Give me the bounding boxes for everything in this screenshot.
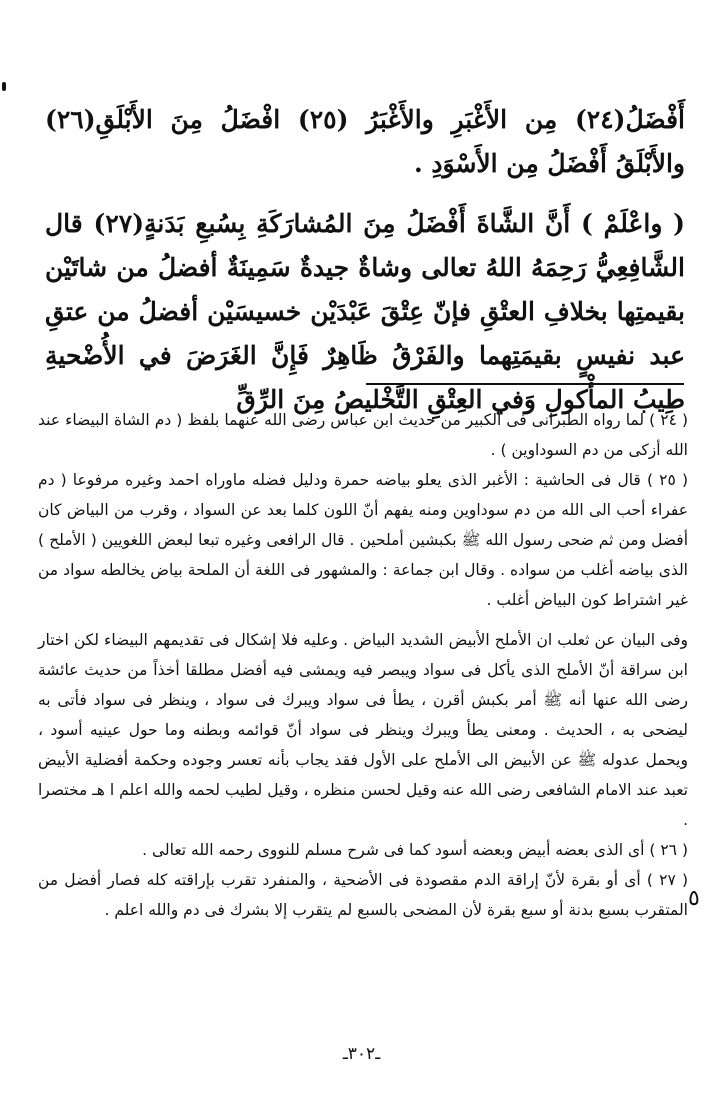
footnote-27: ( ٢٧ ) أى أو بقرة لأنّ إراقة الدم مقصودة فى الأضحية ، والمنفرد تقرب بإراقته كله فصار أفضل من المتقرب بسبع بدنة أو سبع بقرة لأن المضحى بالسبع لم يتقرب إلا بشرك فى دم والله اعلم . xyxy=(38,871,689,919)
footnote-divider xyxy=(366,383,684,385)
page-number: ـ٣٠٢ـ xyxy=(342,1044,381,1064)
footnote-26: ( ٢٦ ) أى الذى بعضه أبيض وبعضه أسود كما فى شرح مسلم للنووى رحمه الله تعالى . xyxy=(142,841,688,859)
footnote-25-continuation: وفى البيان عن ثعلب ان الأملح الأبيض الشديد البياض . وعليه فلا إشكال فى تقديمهم البيضاء لكن اختار ابن سراقة أنّ الأملح الذى يأكل فى سواد ويبصر فيه ويمشى فيه أفضل مطلقا أخذاً من حديث عائشة رضى الله عنها أنه ﷺ أمر بكبش أقرن ، يطأ فى سواد ويبرك فى سواد ، وينظر فى سواد فأتى به ليضحى به ، الحديث . ومعنى يطأ ويبرك وينظر فى سواد أنّ قوائمه وبطنه وما حول عينيه أسود ، ويحمل عدوله ﷺ عن الأبيض الى الأملح على الأول فقد يجاب بأنه تعسر وجوده وحكمة أفضلية الأبيض تعبد عند الامام الشافعى رضى الله عنه وقيل لحسن منظره ، وقيل لطيب لحمه والله اعلم ا هـ مختصرا . xyxy=(38,631,688,829)
margin-mark: ٥ xyxy=(688,886,700,911)
footnote-24: ( ٢٤ ) لما رواه الطبرانى فى الكبير من حديث ابن عباس رضى الله عنهما بلفظ ( دم الشاة البيضاء عند الله أزكى من دم السوداوين ) . xyxy=(38,411,688,459)
main-text-block xyxy=(45,98,685,422)
main-paragraph-1: أَفْضَلُ(٢٤) مِن الأَغْبَرِ والأَغْبَرُ (٢٥) افْضَلُ مِنَ الأَبْلَقِ(٢٦) والأَبْلَقُ أَفْضَلُ مِن الأَسْوَدِ . xyxy=(45,105,685,178)
footnotes-block xyxy=(38,405,688,925)
main-paragraph-2: ( واعْلَمْ ) أَنَّ الشَّاةَ أَفْضَلُ مِنَ المُشارَكَةِ بِسُبعِ بَدَنةٍ(٢٧) قال الشَّافِعِيُّ رَحِمَهُ اللهُ تعالى وشاةٌ جيدةٌ سَمِينَةٌ أفضلُ من شاتَيْن بقيمتِها بخلافِ العتْقِ فإنّ عِتْقَ عَبْدَيْن خسيسَيْن أفضلُ من عتقِ عبد نفيسٍ بقيمَتِهما والفَرْقُ ظَاهِرٌ فَإِنَّ الغَرَضَ في الأُضْحيةِ طِيبُ المأْكولِ وَفي العِتْقِ التَّخْليصُ مِنَ الرِّقِّ xyxy=(45,209,686,414)
footnote-25: ( ٢٥ ) قال فى الحاشية : الأغبر الذى يعلو بياضه حمرة ودليل فضله ماوراه احمد وغيره مرفوعا ( دم عفراء أحب الى الله من دم سوداوين ومنه يفهم أنّ اللون كلما بعد عن السواد ، وقرب من البياض كان أفضل ومن ثم ضحى رسول الله ﷺ بكبشين أملحين . قال الرافعى وغيره تبعا لبعض اللغويين ( الأملح ) الذى بياضه أغلب من سواده . وقال ابن جماعة : والمشهور فى اللغة أن الملحة بياض يخالطه سواد من غير اشتراط كون البياض أغلب . xyxy=(38,471,688,609)
margin-tick xyxy=(2,82,6,91)
